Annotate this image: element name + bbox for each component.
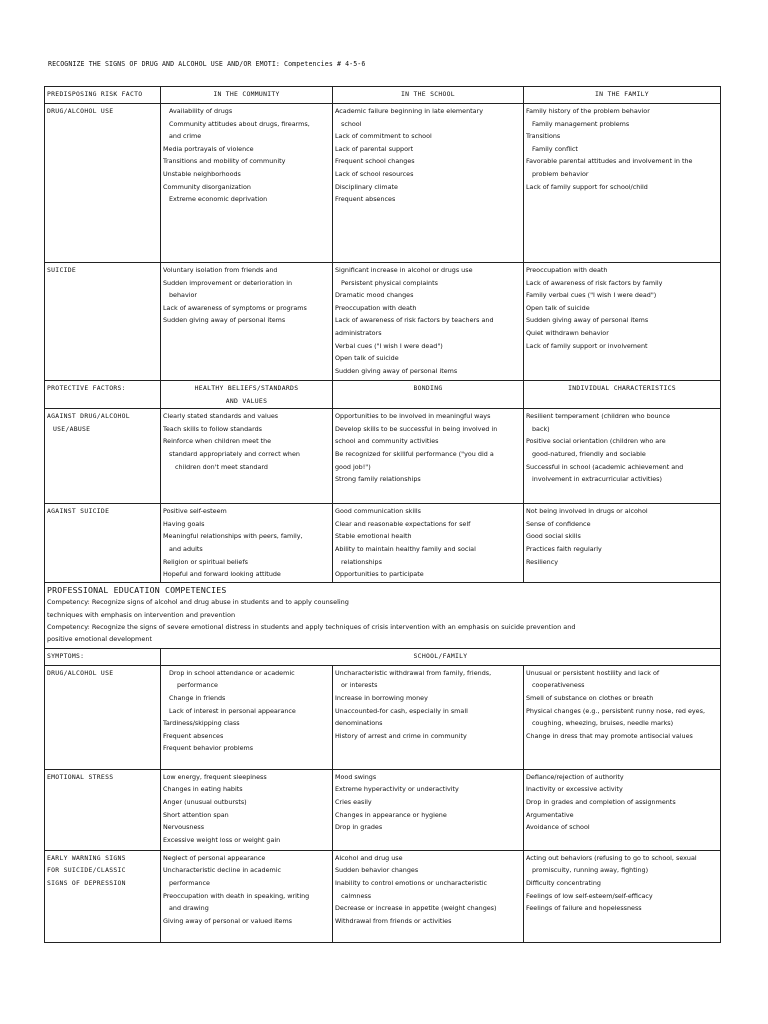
cell-text-line: Lack of parental support	[335, 144, 414, 153]
symptoms-cell-1	[161, 665, 333, 769]
cell-text-line: good job!")	[335, 462, 371, 471]
symptoms-col-school-family: SCHOOL/FAMILY	[161, 648, 721, 665]
cell-text-line: Uncharacteristic decline in academic	[163, 866, 282, 875]
symptoms-section-label: SYMPTOMS:	[45, 648, 161, 665]
cell-text-line: Unstable neighborhoods	[163, 169, 241, 178]
cell-text-line: DRUG/ALCOHOL USE	[47, 107, 114, 115]
symptoms-header-row	[45, 648, 721, 665]
risk-col-community: IN THE COMMUNITY	[161, 87, 333, 104]
protective-col-bonding: BONDING	[333, 381, 524, 409]
cell-text-line: Physical changes (e.g., persistent runny nose, red eyes,	[526, 706, 705, 715]
cell-text-line: Argumentative	[526, 810, 574, 819]
cell-text-line: cooperativeness	[532, 681, 585, 690]
cell-text-line: Short attention span	[163, 810, 229, 819]
cell-text-line: Quiet withdrawn behavior	[526, 328, 609, 337]
risk-row-suicide	[45, 263, 721, 381]
cell-text-line: Media portrayals of violence	[163, 144, 254, 153]
cell-text-line: Sudden giving away of personal items	[163, 316, 286, 325]
cell-text-line: Family management problems	[532, 119, 630, 128]
symptoms-cell-3	[524, 665, 721, 769]
cell-text-line: Frequent absences	[163, 731, 224, 740]
risk-community-cell	[161, 104, 333, 263]
cell-text-line: Lack of awareness of symptoms or programs	[163, 303, 307, 312]
cell-text-line: Drop in grades and completion of assignments	[526, 797, 676, 806]
symptoms-row-emotional-stress	[45, 769, 721, 850]
cell-text-line: Not being involved in drugs or alcohol	[526, 507, 648, 516]
risk-section-label: PREDISPOSING RISK FACTO	[45, 87, 161, 104]
symptoms-cell-3	[524, 769, 721, 850]
cell-text-line: Hopeful and forward looking attitude	[163, 570, 281, 579]
row-label	[45, 263, 161, 381]
cell-text-line: Anger (unusual outbursts)	[163, 797, 247, 806]
cell-text-line: Lack of school resources	[335, 169, 414, 178]
competencies-heading: PROFESSIONAL EDUCATION COMPETENCIES	[47, 584, 227, 595]
cell-text-line: Reinforce when children meet the	[163, 437, 272, 446]
competency-line: Competency: Recognize signs of alcohol and drug abuse in students and to apply counseling	[47, 598, 349, 607]
row-label	[45, 104, 161, 263]
cell-text-line: Defiance/rejection of authority	[526, 772, 624, 781]
competency-table	[44, 86, 721, 943]
cell-text-line: Inability to control emotions or uncharacteristic	[335, 878, 488, 887]
cell-text-line: relationships	[341, 557, 382, 566]
risk-col-family: IN THE FAMILY	[524, 87, 721, 104]
symptoms-cell-1	[161, 769, 333, 850]
row-label	[45, 665, 161, 769]
cell-text-line: Opportunities to participate	[335, 570, 424, 579]
cell-text-line: Transitions	[526, 132, 561, 141]
protective-individual-cell	[524, 504, 721, 583]
risk-school-cell	[333, 263, 524, 381]
cell-text-line: Inactivity or excessive activity	[526, 785, 623, 794]
cell-text-line: Frequent absences	[335, 195, 396, 204]
cell-text-line: Community attitudes about drugs, firearms,	[169, 119, 310, 128]
cell-text-line: Open talk of suicide	[526, 303, 590, 312]
cell-text-line: Lack of commitment to school	[335, 132, 432, 141]
cell-text-line: Unaccounted-for cash, especially in small	[335, 706, 468, 715]
cell-text-line: Low energy, frequent sleepiness	[163, 772, 267, 781]
cell-text-line: Frequent behavior problems	[163, 744, 254, 753]
cell-text-line: AGAINST SUICIDE	[47, 507, 110, 516]
cell-text-line: USE/ABUSE	[53, 424, 91, 433]
cell-text-line: Sudden giving away of personal items	[526, 316, 649, 325]
cell-text-line: Drop in school attendance or academic	[169, 668, 295, 677]
cell-text-line: Lack of family support for school/child	[526, 182, 648, 191]
cell-text-line: Changes in appearance or hygiene	[335, 810, 447, 819]
cell-text-line: Extreme hyperactivity or underactivity	[335, 785, 459, 794]
cell-text-line: Sudden behavior changes	[335, 866, 419, 875]
row-label	[45, 504, 161, 583]
protective-row-drug-alcohol	[45, 409, 721, 504]
protective-beliefs-cell	[161, 409, 333, 504]
cell-text-line: Clearly stated standards and values	[163, 412, 279, 421]
cell-text-line: Mood swings	[335, 772, 377, 781]
cell-text-line: Practices faith regularly	[526, 544, 602, 553]
cell-text-line: Tardiness/skipping class	[163, 719, 240, 728]
protective-bonding-cell	[333, 409, 524, 504]
cell-text-line: performance	[169, 878, 210, 887]
cell-text-line: History of arrest and crime in community	[335, 731, 467, 740]
cell-text-line: Teach skills to follow standards	[163, 424, 262, 433]
cell-text-line: involvement in extracurricular activities)	[532, 475, 662, 484]
cell-text-line: Family history of the problem behavior	[526, 107, 650, 115]
cell-text-line: EMOTIONAL STRESS	[47, 772, 114, 781]
cell-text-line: Feelings of failure and hopelessness	[526, 904, 642, 913]
document-title: RECOGNIZE THE SIGNS OF DRUG AND ALCOHOL USE AND/OR EMOTI: Competencies # 4-5-6	[48, 60, 366, 68]
cell-text-line: Availability of drugs	[169, 107, 233, 115]
protective-beliefs-cell	[161, 504, 333, 583]
cell-text-line: Preoccupation with death	[335, 303, 417, 312]
cell-text-line: Neglect of personal appearance	[163, 853, 266, 862]
cell-text-line: Community disorganization	[163, 182, 251, 191]
symptoms-cell-2	[333, 665, 524, 769]
cell-text-line: children don't meet standard	[175, 462, 268, 471]
protective-section-label: PROTECTIVE FACTORS:	[45, 381, 161, 409]
cell-text-line: Verbal cues ("I wish I were dead")	[335, 341, 443, 350]
cell-text-line: Alcohol and drug use	[335, 853, 403, 862]
cell-text-line: standard appropriately and correct when	[169, 449, 300, 458]
cell-text-line: Persistent physical complaints	[341, 278, 438, 287]
cell-text-line: school	[341, 119, 362, 128]
risk-school-cell	[333, 104, 524, 263]
cell-text-line: Clear and reasonable expectations for self	[335, 519, 471, 528]
protective-col-individual: INDIVIDUAL CHARACTERISTICS	[524, 381, 721, 409]
cell-text-line: Avoidance of school	[526, 823, 590, 832]
cell-text-line: Lack of family support or involvement	[526, 341, 648, 350]
cell-text-line: Religion or spiritual beliefs	[163, 557, 248, 566]
cell-text-line: FOR SUICIDE/CLASSIC	[47, 866, 126, 875]
cell-text-line: behavior	[169, 291, 198, 300]
cell-text-line: Dramatic mood changes	[335, 291, 414, 300]
cell-text-line: Acting out behaviors (refusing to go to school, sexual	[526, 853, 697, 862]
protective-bonding-cell	[333, 504, 524, 583]
cell-text-line: Ability to maintain healthy family and social	[335, 544, 476, 553]
cell-text-line: Strong family relationships	[335, 475, 421, 484]
cell-text-line: DRUG/ALCOHOL USE	[47, 668, 114, 677]
cell-text-line: AGAINST DRUG/ALCOHOL	[47, 412, 130, 421]
protective-col-beliefs	[161, 381, 333, 409]
cell-text-line: Voluntary isolation from friends and	[163, 266, 278, 274]
cell-text-line: Change in friends	[169, 693, 226, 702]
cell-text-line: Lack of awareness of risk factors by teachers and	[335, 316, 494, 325]
row-label	[45, 409, 161, 504]
cell-text-line: Difficulty concentrating	[526, 878, 601, 887]
row-label	[45, 769, 161, 850]
cell-text-line: Good social skills	[526, 532, 581, 541]
cell-text-line: good-natured, friendly and sociable	[532, 449, 646, 458]
cell-text-line: Nervousness	[163, 823, 205, 832]
cell-text-line: Sense of confidence	[526, 519, 591, 528]
cell-text-line: and drawing	[169, 904, 209, 913]
cell-text-line: performance	[177, 681, 218, 690]
symptoms-cell-3	[524, 850, 721, 942]
cell-text-line: Open talk of suicide	[335, 354, 399, 363]
cell-text-line: Positive social orientation (children who are	[526, 437, 666, 446]
risk-community-cell	[161, 263, 333, 381]
competencies-row	[45, 582, 721, 648]
cell-text-line: denominations	[335, 719, 383, 728]
cell-text-line: Cries easily	[335, 797, 372, 806]
symptoms-cell-1	[161, 850, 333, 942]
row-label	[45, 850, 161, 942]
symptoms-cell-2	[333, 850, 524, 942]
risk-family-cell	[524, 263, 721, 381]
cell-text-line: HEALTHY BELIEFS/STANDARDS	[194, 384, 299, 392]
cell-text-line: Positive self-esteem	[163, 507, 227, 516]
cell-text-line: and crime	[169, 132, 202, 141]
cell-text-line: Resilient temperament (children who bounce	[526, 412, 671, 421]
cell-text-line: Preoccupation with death in speaking, writing	[163, 891, 310, 900]
protective-row-suicide	[45, 504, 721, 583]
cell-text-line: Favorable parental attitudes and involvement in the	[526, 157, 693, 166]
cell-text-line: Sudden improvement or deterioration in	[163, 278, 293, 287]
cell-text-line: Drop in grades	[335, 823, 383, 832]
competency-line: positive emotional development	[47, 634, 153, 643]
cell-text-line: Frequent school changes	[335, 157, 415, 166]
symptoms-row-drug-alcohol	[45, 665, 721, 769]
risk-header-row	[45, 87, 721, 104]
cell-text-line: Academic failure beginning in late elementary	[335, 107, 483, 115]
cell-text-line: Decrease or increase in appetite (weight changes)	[335, 904, 497, 913]
cell-text-line: Feelings of low self-esteem/self-efficacy	[526, 891, 653, 900]
protective-header-row	[45, 381, 721, 409]
cell-text-line: Lack of awareness of risk factors by family	[526, 278, 663, 287]
cell-text-line: Disciplinary climate	[335, 182, 398, 191]
cell-text-line: SIGNS OF DEPRESSION	[47, 878, 126, 887]
cell-text-line: Be recognized for skillful performance ("you did a	[335, 449, 494, 458]
cell-text-line: Sudden giving away of personal items	[335, 366, 458, 375]
risk-col-school: IN THE SCHOOL	[333, 87, 524, 104]
symptoms-row-early-warning	[45, 850, 721, 942]
cell-text-line: Significant increase in alcohol or drugs use	[335, 266, 473, 274]
cell-text-line: Good communication skills	[335, 507, 421, 516]
cell-text-line: Excessive weight loss or weight gain	[163, 835, 281, 844]
cell-text-line: AND VALUES	[225, 396, 268, 405]
cell-text-line: Change in dress that may promote antisocial values	[526, 731, 693, 740]
cell-text-line: and adults	[169, 544, 203, 553]
competency-line: techniques with emphasis on intervention and prevention	[47, 610, 236, 619]
cell-text-line: Family conflict	[532, 144, 578, 153]
cell-text-line: school and community activities	[335, 437, 439, 446]
cell-text-line: Successful in school (academic achievement and	[526, 462, 684, 471]
competency-line: Competency: Recognize the signs of severe emotional distress in students and apply techniques of crisis intervention with an emphasis on suicide prevention and	[47, 622, 576, 631]
protective-individual-cell	[524, 409, 721, 504]
competencies-cell	[45, 582, 721, 648]
cell-text-line: Transitions and mobility of community	[163, 157, 286, 166]
symptoms-cell-2	[333, 769, 524, 850]
cell-text-line: Develop skills to be successful in being involved in	[335, 424, 498, 433]
cell-text-line: Preoccupation with death	[526, 266, 608, 274]
cell-text-line: Changes in eating habits	[163, 785, 243, 794]
risk-family-cell	[524, 104, 721, 263]
cell-text-line: Smell of substance on clothes or breath	[526, 693, 654, 702]
cell-text-line: Having goals	[163, 519, 205, 528]
cell-text-line: Withdrawal from friends or activities	[335, 916, 452, 925]
cell-text-line: EARLY WARNING SIGNS	[47, 853, 126, 862]
cell-text-line: Lack of interest in personal appearance	[169, 706, 296, 715]
cell-text-line: Unusual or persistent hostility and lack of	[526, 668, 660, 677]
cell-text-line: Increase in borrowing money	[335, 693, 428, 702]
cell-text-line: administrators	[335, 328, 382, 337]
cell-text-line: Stable emotional health	[335, 532, 412, 541]
cell-text-line: Family verbal cues ("I wish I were dead")	[526, 291, 657, 300]
cell-text-line: calmness	[341, 891, 372, 900]
cell-text-line: Opportunities to be involved in meaningful ways	[335, 412, 491, 421]
cell-text-line: promiscuity, running away, fighting)	[532, 866, 649, 875]
cell-text-line: coughing, wheezing, bruises, needle marks)	[532, 719, 674, 728]
cell-text-line: SUICIDE	[47, 266, 77, 274]
risk-row-drug-alcohol	[45, 104, 721, 263]
cell-text-line: Meaningful relationships with peers, family,	[163, 532, 303, 541]
cell-text-line: Extreme economic deprivation	[169, 195, 268, 204]
cell-text-line: Giving away of personal or valued items	[163, 916, 292, 925]
cell-text-line: or interests	[341, 681, 378, 690]
cell-text-line: Resiliency	[526, 557, 559, 566]
cell-text-line: Uncharacteristic withdrawal from family, friends,	[335, 668, 492, 677]
cell-text-line: problem behavior	[532, 169, 589, 178]
cell-text-line: back)	[532, 424, 550, 433]
